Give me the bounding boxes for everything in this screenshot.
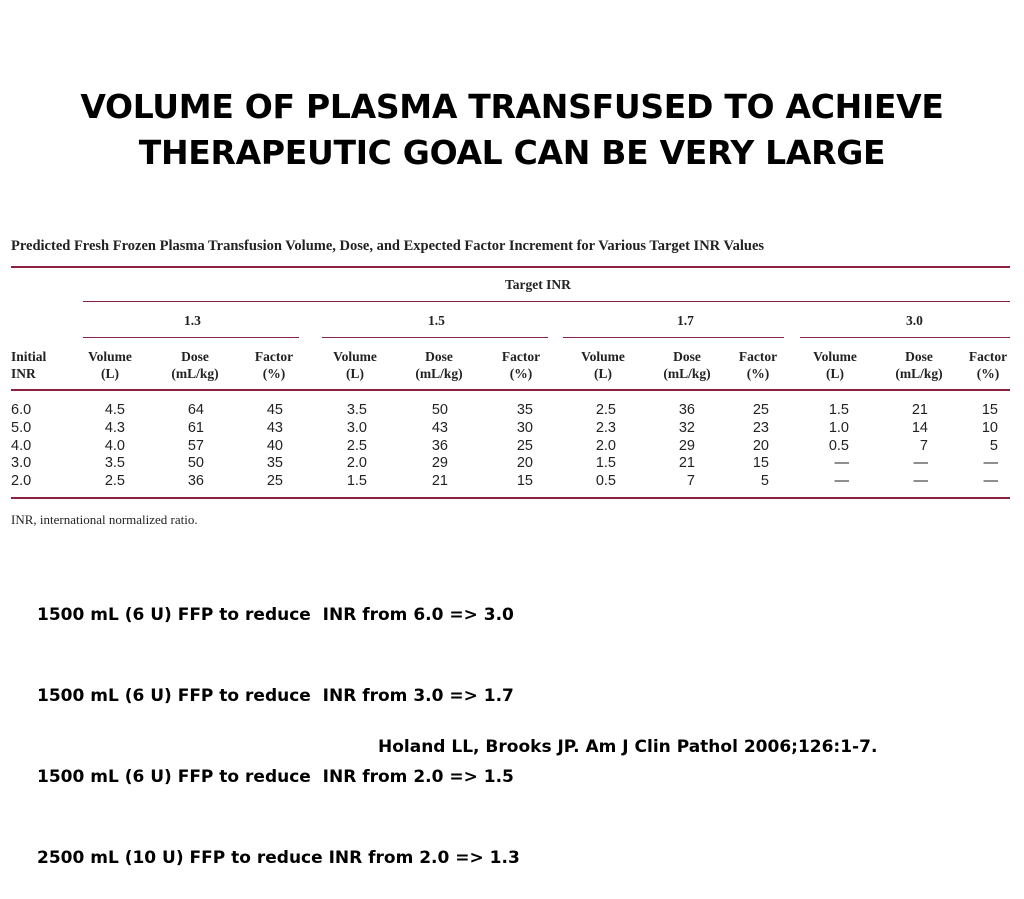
table-cell: 25 <box>266 473 283 490</box>
table-cell: 61 <box>187 419 204 436</box>
table-cell: 43 <box>266 419 283 436</box>
col-values-dose-1-5 <box>404 402 448 491</box>
table-cell: 2.0 <box>595 437 616 454</box>
col-dose-1-3: Dose (mL/kg) <box>171 349 219 381</box>
col-volume-1-3: Volume (L) <box>88 349 132 381</box>
table-cell: 3.5 <box>104 455 125 472</box>
table-cell: 20 <box>752 437 769 454</box>
note-line: 1500 mL (6 U) FFP to reduce INR from 6.0 => 3.0 <box>37 605 514 625</box>
col-volume-1-5: Volume (L) <box>333 349 377 381</box>
table-cell: — <box>834 473 849 490</box>
table-cell: 64 <box>187 402 204 418</box>
table-cell: 21 <box>911 402 928 418</box>
table-cell: 36 <box>678 402 695 418</box>
table-cell: 50 <box>431 402 448 418</box>
table-cell: 15 <box>981 402 998 418</box>
notes-list <box>37 548 520 899</box>
col-values-volume-1-5 <box>322 402 367 491</box>
col-factor-1-3: Factor (%) <box>254 349 294 381</box>
col-values-volume-1-3 <box>80 402 125 491</box>
table-cell: 15 <box>752 455 769 472</box>
target-inr-spanner: Target INR <box>505 277 571 292</box>
table-bottom-rule <box>11 497 1010 499</box>
table-footnote: INR, international normalized ratio. <box>11 512 198 527</box>
col-initial-inr <box>11 402 31 491</box>
table-cell: 2.0 <box>11 473 32 490</box>
note-line: 1500 mL (6 U) FFP to reduce INR from 2.0 => 1.5 <box>37 767 514 787</box>
table-cell: 4.0 <box>104 437 125 454</box>
table-cell: 2.5 <box>595 402 616 418</box>
table-cell: 4.3 <box>104 419 125 436</box>
spanner-rule <box>83 301 1010 302</box>
col-values-volume-1-7 <box>571 402 616 491</box>
slide-title-line-2: THERAPEUTIC GOAL CAN BE VERY LARGE <box>138 133 886 172</box>
table-cell: 6.0 <box>11 402 32 418</box>
table-cell: 10 <box>981 419 998 436</box>
table-cell: 5.0 <box>11 419 32 436</box>
col-dose-3-0: Dose (mL/kg) <box>895 349 943 381</box>
table-cell: — <box>913 455 928 472</box>
table-cell: 43 <box>431 419 448 436</box>
citation: Holand LL, Brooks JP. Am J Clin Pathol 2006;126:1-7. <box>378 737 878 757</box>
table-cell: 20 <box>516 455 533 472</box>
col-values-factor-1-3 <box>240 402 283 491</box>
group-heading-3-0: 3.0 <box>906 313 923 328</box>
col-dose-1-7: Dose (mL/kg) <box>663 349 711 381</box>
table-cell: 5 <box>760 473 769 490</box>
col-volume-1-7: Volume (L) <box>581 349 625 381</box>
col-values-dose-1-7 <box>651 402 695 491</box>
table-cell: 30 <box>516 419 533 436</box>
table-cell: 40 <box>266 437 283 454</box>
table-cell: — <box>983 473 998 490</box>
col-values-factor-3-0 <box>955 402 998 491</box>
table-caption: Predicted Fresh Frozen Plasma Transfusion Volume, Dose, and Expected Factor Increment for Various Target INR Values <box>11 238 765 254</box>
table-cell: — <box>834 455 849 472</box>
table-cell: 25 <box>752 402 769 418</box>
table-cell: 3.5 <box>346 402 367 418</box>
table-cell: 5 <box>989 437 998 454</box>
table-cell: 35 <box>266 455 283 472</box>
table-cell: 57 <box>187 437 204 454</box>
group-heading-1-5: 1.5 <box>428 313 445 328</box>
group-heading-1-7: 1.7 <box>677 313 694 328</box>
table-top-rule <box>11 266 1010 268</box>
table-cell: 32 <box>678 419 695 436</box>
table-cell: 3.0 <box>11 455 32 472</box>
note-line: 1500 mL (6 U) FFP to reduce INR from 3.0 => 1.7 <box>37 686 514 706</box>
table-cell: 2.3 <box>595 419 616 436</box>
table-cell: 35 <box>516 402 533 418</box>
table-cell: 4.5 <box>104 402 125 418</box>
table-cell: 0.5 <box>595 473 616 490</box>
table-cell: 45 <box>266 402 283 418</box>
table-cell: 36 <box>431 437 448 454</box>
col-values-factor-1-5 <box>490 402 533 491</box>
table-cell: 15 <box>516 473 533 490</box>
col-values-dose-3-0 <box>884 402 928 491</box>
col-factor-3-0: Factor (%) <box>968 349 1008 381</box>
table-cell: 7 <box>686 473 695 490</box>
table-cell: 14 <box>911 419 928 436</box>
group-rule-3-0 <box>800 337 1010 338</box>
table-cell: 1.5 <box>595 455 616 472</box>
table-cell: — <box>983 455 998 472</box>
table-cell: 1.5 <box>346 473 367 490</box>
table-cell: 7 <box>919 437 928 454</box>
col-factor-1-5: Factor (%) <box>501 349 541 381</box>
group-rule-1-3 <box>83 337 299 338</box>
table-cell: 36 <box>187 473 204 490</box>
col-values-factor-1-7 <box>726 402 769 491</box>
col-dose-1-5: Dose (mL/kg) <box>415 349 463 381</box>
col-factor-1-7: Factor (%) <box>738 349 778 381</box>
table-cell: 0.5 <box>828 437 849 454</box>
table-cell: 2.5 <box>104 473 125 490</box>
table-cell: 21 <box>431 473 448 490</box>
group-rule-1-7 <box>563 337 784 338</box>
table-cell: 1.5 <box>828 402 849 418</box>
header-bottom-rule <box>11 389 1010 391</box>
slide-title-line-1: VOLUME OF PLASMA TRANSFUSED TO ACHIEVE <box>80 87 944 126</box>
table-cell: 1.0 <box>828 419 849 436</box>
col-values-volume-3-0 <box>804 402 849 491</box>
table-cell: 4.0 <box>11 437 32 454</box>
table-cell: 2.5 <box>346 437 367 454</box>
slide-title <box>0 84 1024 176</box>
table-cell: 29 <box>431 455 448 472</box>
table-cell: 25 <box>516 437 533 454</box>
row-header: Initial INR <box>11 349 47 381</box>
col-values-dose-1-3 <box>160 402 204 491</box>
table-cell: 23 <box>752 419 769 436</box>
table-cell: 3.0 <box>346 419 367 436</box>
table-cell: — <box>913 473 928 490</box>
note-line: 2500 mL (10 U) FFP to reduce INR from 2.0 => 1.3 <box>37 848 520 868</box>
group-rule-1-5 <box>322 337 548 338</box>
table-cell: 29 <box>678 437 695 454</box>
table-cell: 2.0 <box>346 455 367 472</box>
group-heading-1-3: 1.3 <box>184 313 201 328</box>
table-cell: 50 <box>187 455 204 472</box>
table-cell: 21 <box>678 455 695 472</box>
col-volume-3-0: Volume (L) <box>813 349 857 381</box>
